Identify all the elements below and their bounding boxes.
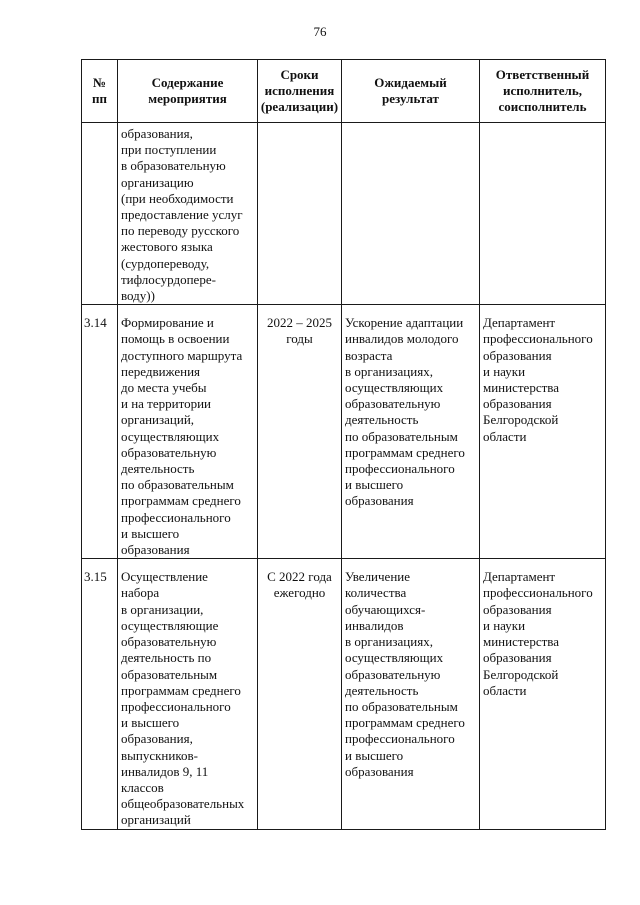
header-result: Ожидаемый результат bbox=[342, 60, 480, 123]
row-activity: Осуществление набора в организации, осуществляющие образовательную деятельность по образовательным программам среднего профессионального и высшего образования, выпускников- инвалидов 9, 11 классов общеобразовательных организаций bbox=[118, 559, 258, 829]
table-row bbox=[82, 559, 606, 829]
table-header-row bbox=[82, 60, 606, 123]
header-number: № пп bbox=[82, 60, 118, 123]
row-result: Увеличение количества обучающихся- инвалидов в организациях, осуществляющих образовательную деятельность по образовательным программам среднего профессионального и высшего образования bbox=[342, 559, 480, 829]
page-number: 76 bbox=[313, 24, 327, 39]
row-responsible: Департамент профессионального образования и науки министерства образования Белгородской области bbox=[480, 305, 606, 559]
row-responsible: Департамент профессионального образования и науки министерства образования Белгородской области bbox=[480, 559, 606, 829]
table-row bbox=[82, 305, 606, 559]
row-deadline: С 2022 года ежегодно bbox=[258, 559, 342, 829]
row-number: 3.14 bbox=[82, 305, 118, 559]
row-number: 3.15 bbox=[82, 559, 118, 829]
row-responsible bbox=[480, 123, 606, 305]
row-result: Ускорение адаптации инвалидов молодого возраста в организациях, осуществляющих образовательную деятельность по образовательным программам среднего профессионального и высшего образования bbox=[342, 305, 480, 559]
table-row bbox=[82, 123, 606, 305]
header-deadline: Сроки исполнения (реализации) bbox=[258, 60, 342, 123]
row-deadline bbox=[258, 123, 342, 305]
row-result bbox=[342, 123, 480, 305]
row-activity: Формирование и помощь в освоении доступного маршрута передвижения до места учебы и на территории организаций, осуществляющих образовательную деятельность по образовательным программам среднего профессионального и высшего образования bbox=[118, 305, 258, 559]
row-number bbox=[82, 123, 118, 305]
row-activity: образования, при поступлении в образовательную организацию (при необходимости предоставление услуг по переводу русского жестового языка (сурдопереводу, тифлосурдопере- воду)) bbox=[118, 123, 258, 305]
header-activity: Содержание мероприятия bbox=[118, 60, 258, 123]
header-responsible: Ответственный исполнитель, соисполнитель bbox=[480, 60, 606, 123]
row-deadline: 2022 – 2025 годы bbox=[258, 305, 342, 559]
events-table bbox=[81, 59, 606, 830]
